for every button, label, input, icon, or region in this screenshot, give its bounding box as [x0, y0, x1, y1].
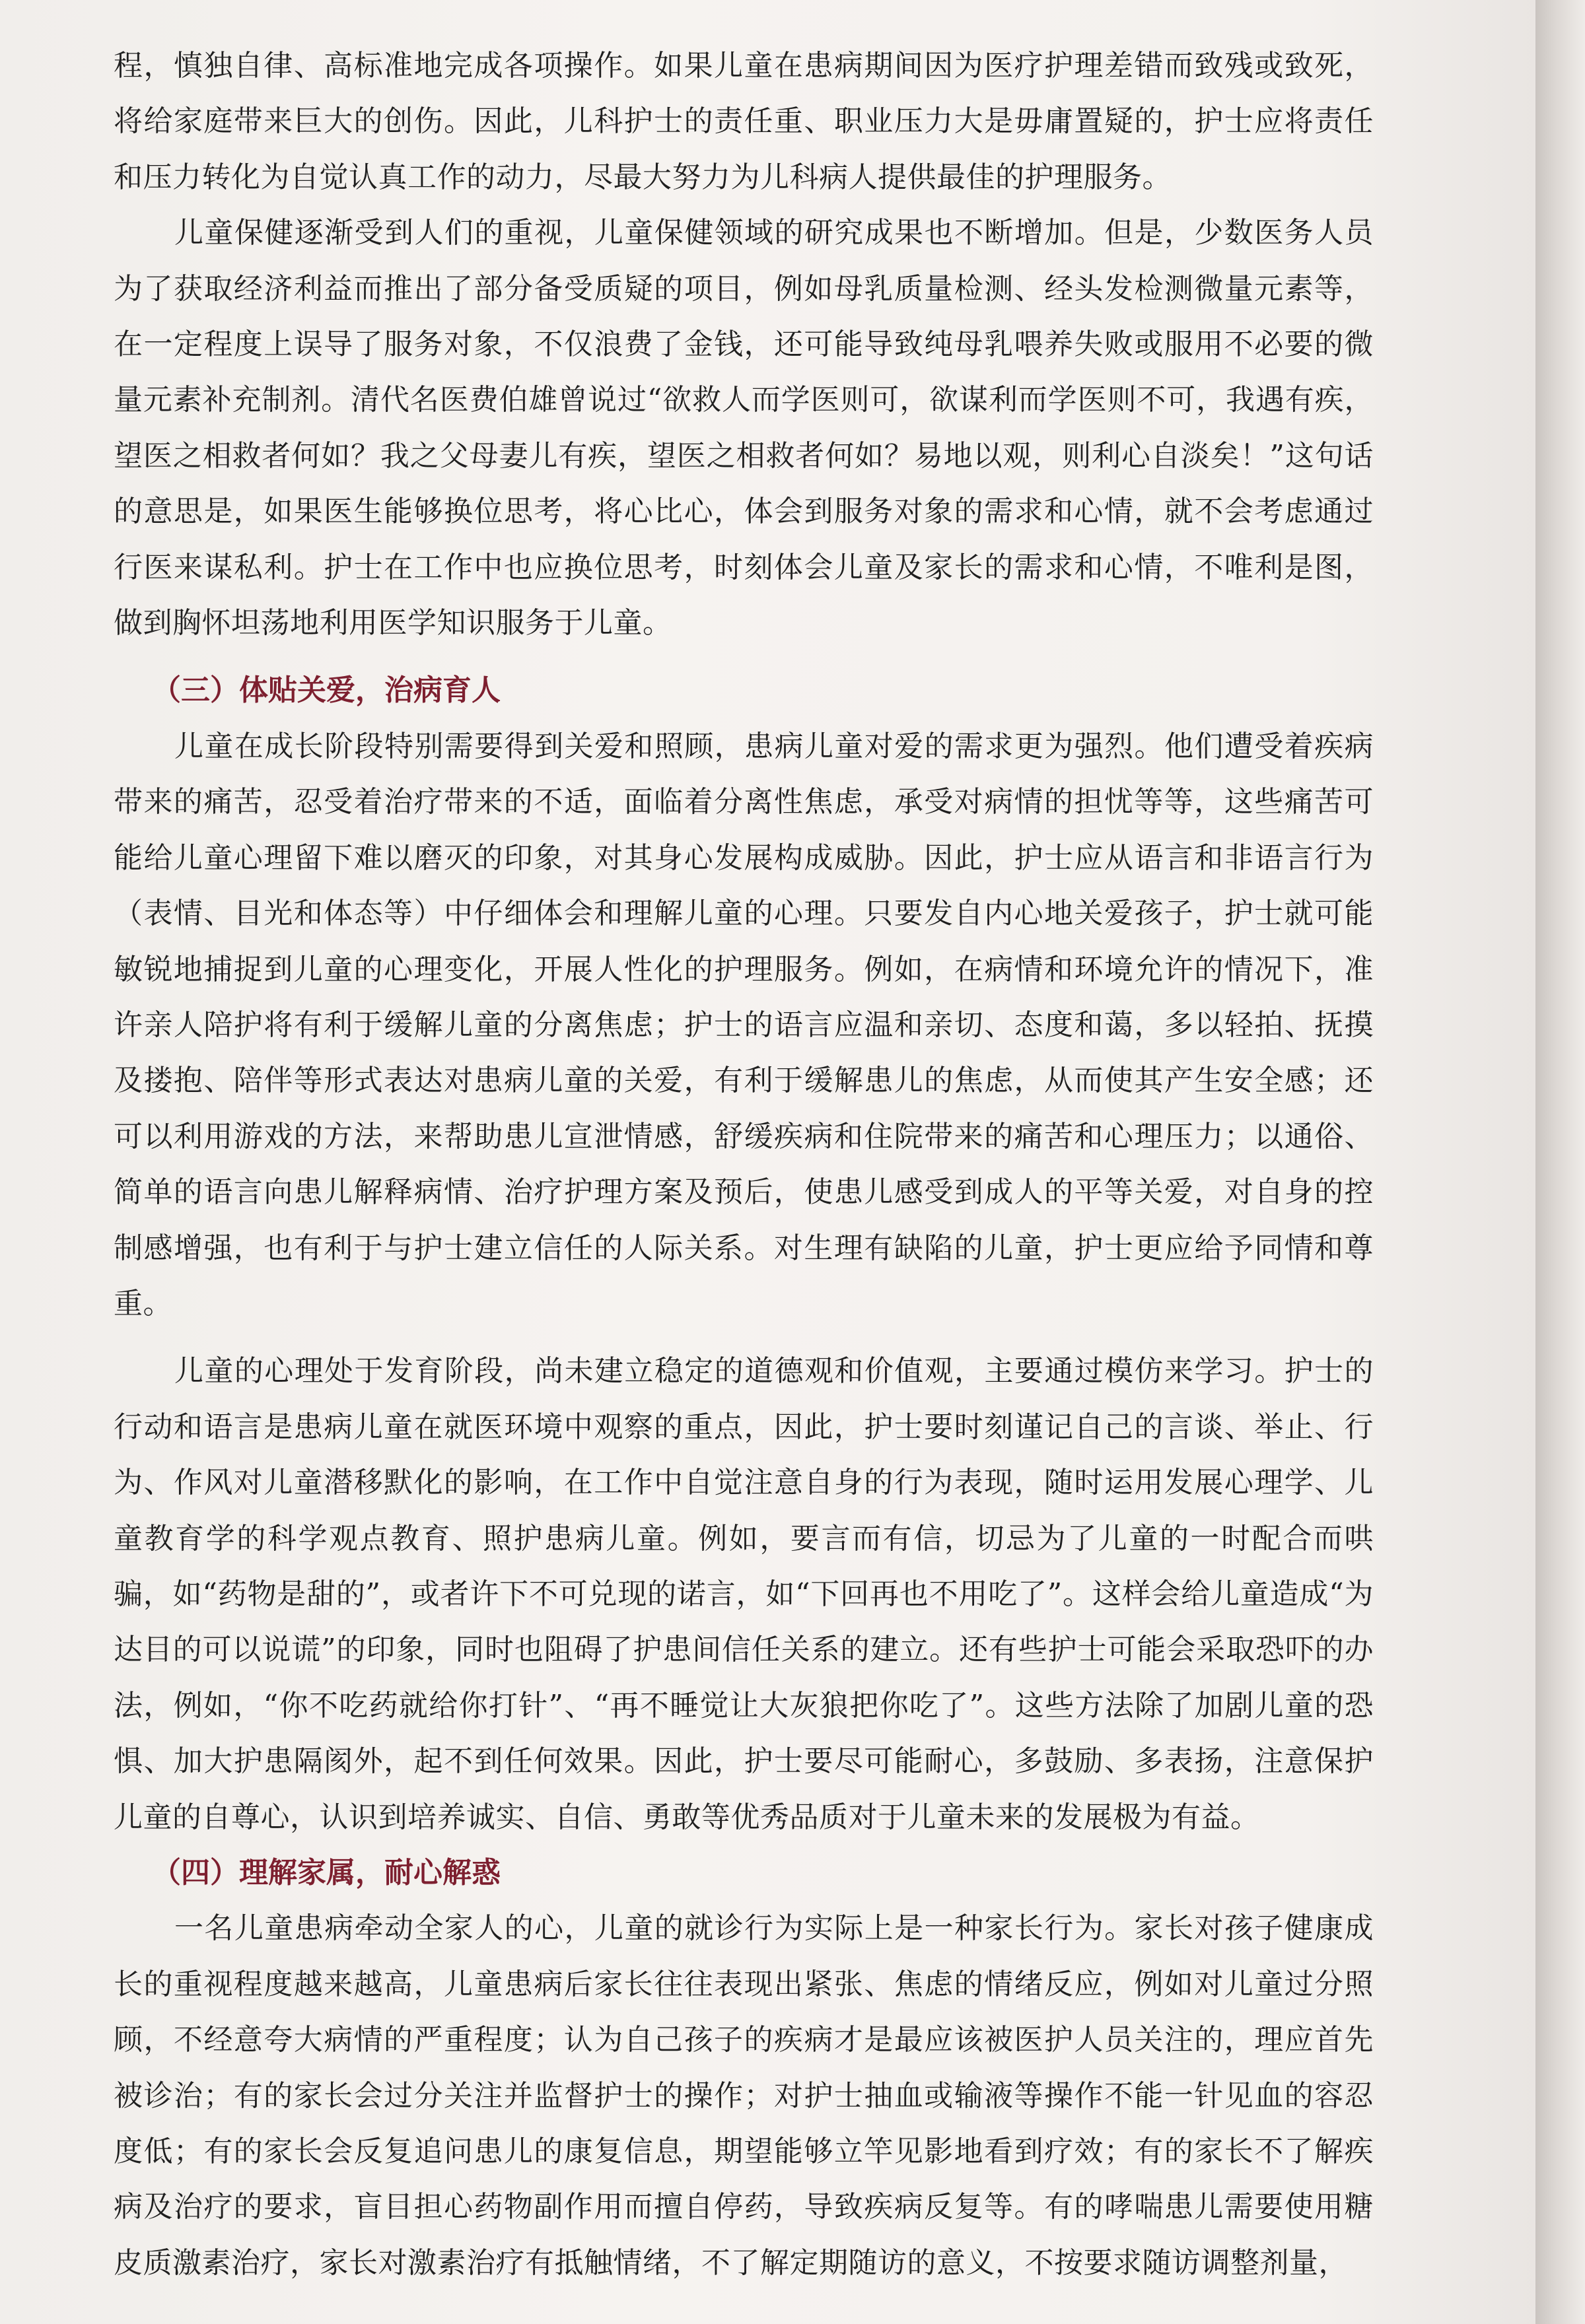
- paragraph-3: 儿童在成长阶段特别需要得到关爱和照顾，患病儿童对爱的需求更为强烈。他们遭受着疾病带来的痛苦，忍受着治疗带来的不适，面临着分离性焦虑，承受对病情的担忧等等，这些痛苦可能给儿童心理留下难以磨灭的印象，对其身心发展构成威胁。因此，护士应从语言和非语言行为（表情、目光和体态等）中仔细体会和理解儿童的心理。只要发自内心地关爱孩子，护士就可能敏锐地捕捉到儿童的心理变化，开展人性化的护理服务。例如，在病情和环境允许的情况下，准许亲人陪护将有利于缓解儿童的分离焦虑；护士的语言应温和亲切、态度和蔼，多以轻拍、抚摸及搂抱、陪伴等形式表达对患病儿童的关爱，有利于缓解患儿的焦虑，从而使其产生安全感；还可以利用游戏的方法，来帮助患儿宣泄情感，舒缓疾病和住院带来的痛苦和心理压力；以通俗、简单的语言向患儿解释病情、治疗护理方案及预后，使患儿感受到成人的平等关爱，对自身的控制感增强，也有利于与护士建立信任的人际关系。对生理有缺陷的儿童，护士更应给予同情和尊重。: [114, 729, 1374, 1320]
- page-content: [114, 38, 1374, 2291]
- paragraph-1: 程，慎独自律、高标准地完成各项操作。如果儿童在患病期间因为医疗护理差错而致残或致死，将给家庭带来巨大的创伤。因此，儿科护士的责任重、职业压力大是毋庸置疑的，护士应将责任和压力转化为自觉认真工作的动力，尽最大努力为儿科病人提供最佳的护理服务。: [114, 49, 1374, 194]
- paragraph-5: 一名儿童患病牵动全家人的心，儿童的就诊行为实际上是一种家长行为。家长对孩子健康成长的重视程度越来越高，儿童患病后家长往往表现出紧张、焦虑的情绪反应，例如对儿童过分照顾，不经意夸大病情的严重程度；认为自己孩子的疾病才是最应该被医护人员关注的，理应首先被诊治；有的家长会过分关注并监督护士的操作；对护士抽血或输液等操作不能一针见血的容忍度低；有的家长会反复追问患儿的康复信息，期望能够立竿见影地看到疗效；有的家长不了解疾病及治疗的要求，盲目担心药物副作用而擅自停药，导致疾病反复等。有的哮喘患儿需要使用糖皮质激素治疗，家长对激素治疗有抵触情绪，不了解定期随访的意义，不按要求随访调整剂量，: [114, 1911, 1374, 2280]
- page-edge-shadow: [1535, 0, 1585, 2324]
- paragraph-gap: [114, 1332, 1374, 1344]
- paragraph-4: 儿童的心理处于发育阶段，尚未建立稳定的道德观和价值观，主要通过模仿来学习。护士的行动和语言是患病儿童在就医环境中观察的重点，因此，护士要时刻谨记自己的言谈、举止、行为、作风对儿童潜移默化的影响，在工作中自觉注意自身的行为表现，随时运用发展心理学、儿童教育学的科学观点教育、照护患病儿童。例如，要言而有信，切忌为了儿童的一时配合而哄骗，如“药物是甜的”，或者许下不可兑现的诺言，如“下回再也不用吃了”。这样会给儿童造成“为达目的可以说谎”的印象，同时也阻碍了护患间信任关系的建立。还有些护士可能会采取恐吓的办法，例如，“你不吃药就给你打针”、“再不睡觉让大灰狼把你吃了”。这些方法除了加剧儿童的恐惧、加大护患隔阂外，起不到任何效果。因此，护士要尽可能耐心，多鼓励、多表扬，注意保护儿童的自尊心，认识到培养诚实、自信、勇敢等优秀品质对于儿童未来的发展极为有益。: [114, 1354, 1374, 1834]
- section-heading-4: （四）理解家属，耐心解惑: [152, 1856, 501, 1890]
- section-heading-3: （三）体贴关爱，治病育人: [152, 673, 501, 708]
- section-gap: [114, 651, 1374, 663]
- paragraph-2: 儿童保健逐渐受到人们的重视，儿童保健领域的研究成果也不断增加。但是，少数医务人员为了获取经济利益而推出了部分备受质疑的项目，例如母乳质量检测、经头发检测微量元素等，在一定程度上误导了服务对象，不仅浪费了金钱，还可能导致纯母乳喂养失败或服用不必要的微量元素补充制剂。清代名医费伯雄曾说过“欲救人而学医则可，欲谋利而学医则不可，我遇有疾，望医之相救者何如？我之父母妻儿有疾，望医之相救者何如？易地以观，则利心自淡矣！”这句话的意思是，如果医生能够换位思考，将心比心，体会到服务对象的需求和心情，就不会考虑通过行医来谋私利。护士在工作中也应换位思考，时刻体会儿童及家长的需求和心情，不唯利是图，做到胸怀坦荡地利用医学知识服务于儿童。: [114, 216, 1374, 640]
